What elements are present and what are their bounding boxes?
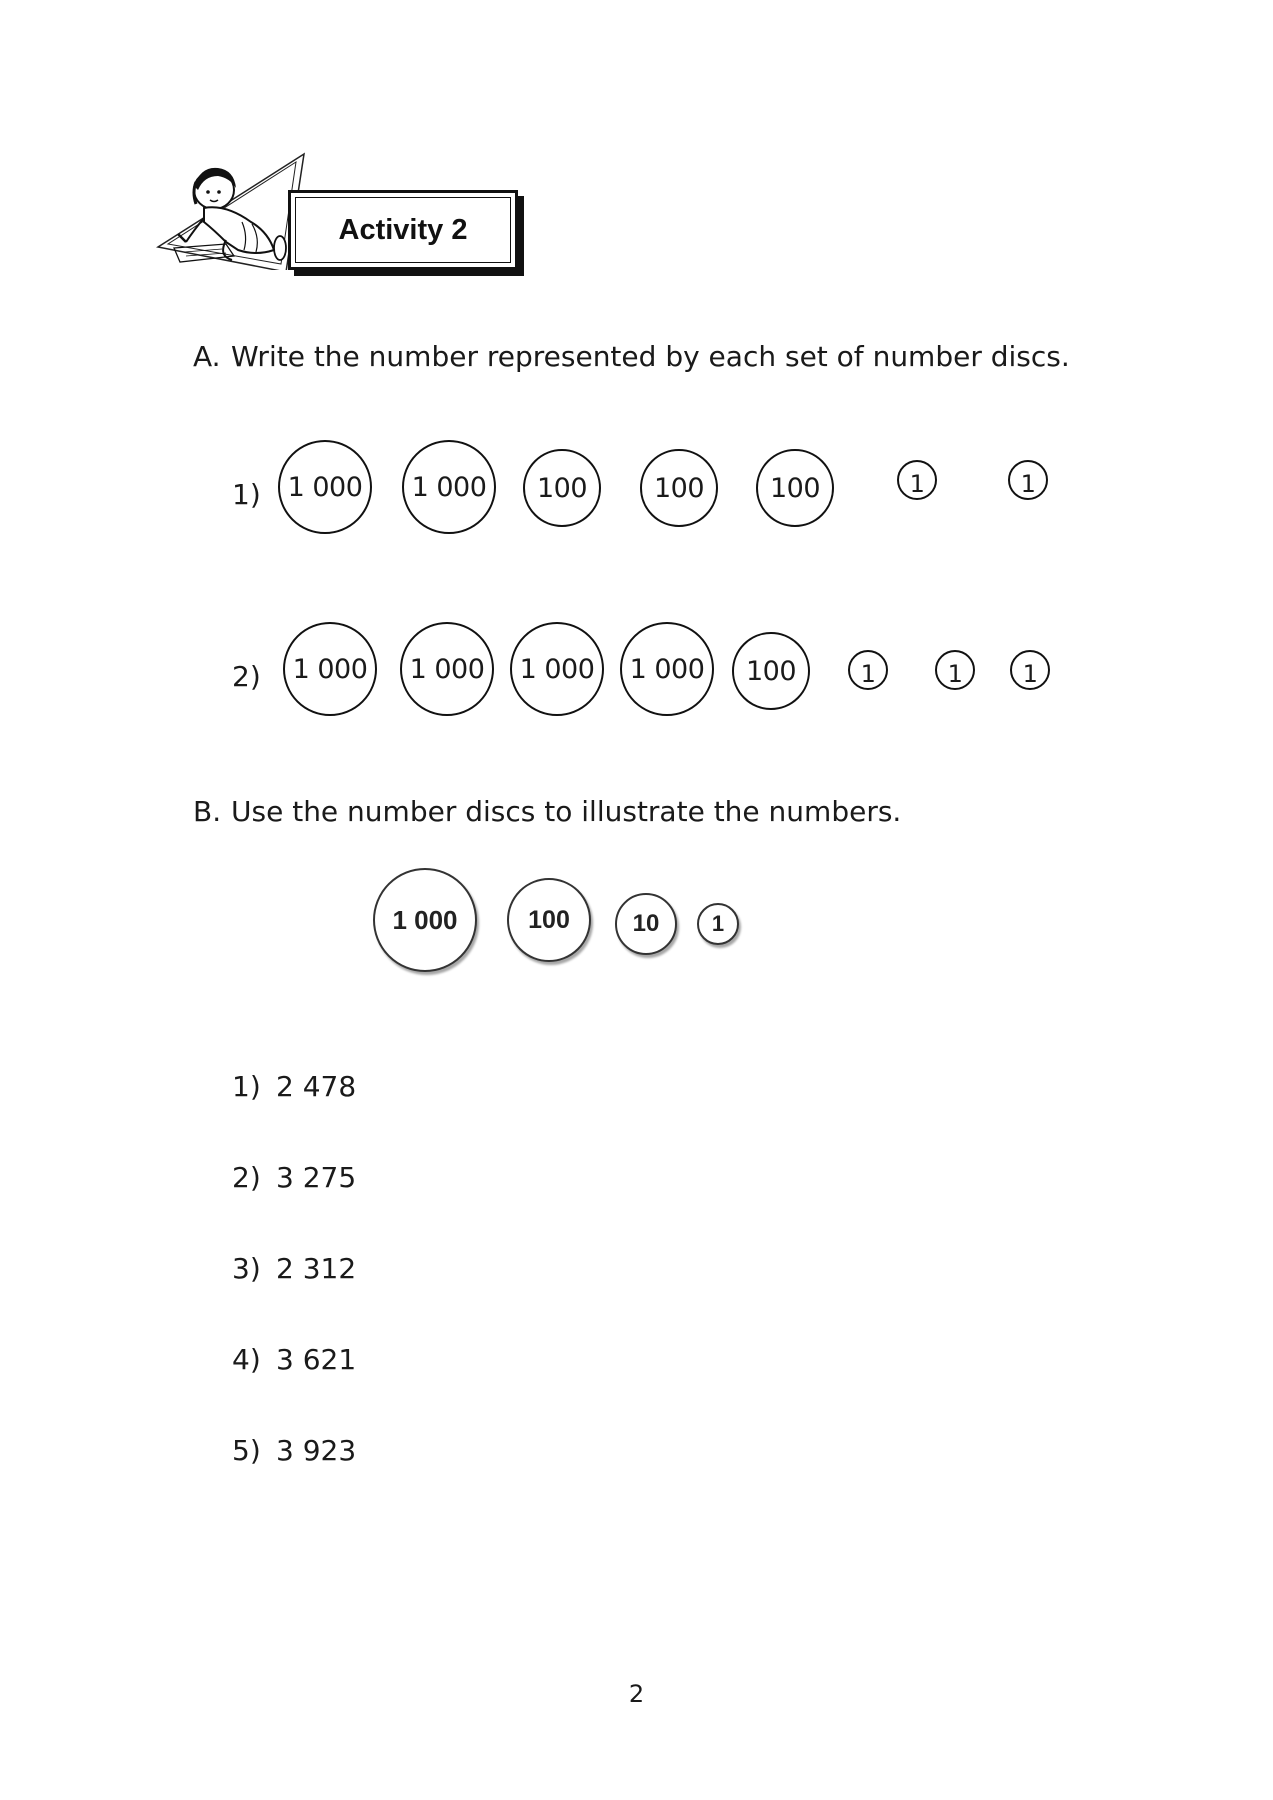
exercise-item: 2) 3 275: [232, 1161, 357, 1194]
row-2-label: 2): [232, 660, 261, 693]
number-disc: 1 000: [278, 440, 372, 534]
reference-disc-thousand: 1 000: [373, 868, 477, 972]
reference-disc-one: 1: [697, 903, 739, 945]
section-b-text: Use the number discs to illustrate the numbers.: [231, 795, 902, 828]
number-disc: 1: [935, 650, 975, 690]
section-b-letter: B.: [193, 795, 222, 828]
number-disc: 1: [897, 460, 937, 500]
number-disc: 1 000: [510, 622, 604, 716]
section-b-instruction: [193, 795, 901, 828]
section-a-text: Write the number represented by each set of number discs.: [231, 340, 1070, 373]
girl-drawing-illustration: [156, 152, 306, 270]
exercise-item: 3) 2 312: [232, 1252, 357, 1285]
number-disc: 1 000: [400, 622, 494, 716]
number-disc: 100: [640, 449, 718, 527]
number-disc: 1 000: [620, 622, 714, 716]
row-1-label: 1): [232, 478, 261, 511]
exercise-item: 4) 3 621: [232, 1343, 357, 1376]
activity-title-box: [288, 190, 518, 270]
number-disc: 1 000: [402, 440, 496, 534]
number-disc: 100: [523, 449, 601, 527]
number-disc: 1 000: [283, 622, 377, 716]
section-a-letter: A.: [193, 340, 221, 373]
number-disc: 100: [732, 632, 810, 710]
number-disc: 1: [848, 650, 888, 690]
reference-disc-ten: 10: [615, 893, 677, 955]
number-disc: 1: [1010, 650, 1050, 690]
page-number: 2: [628, 1680, 645, 1708]
number-disc: 100: [756, 449, 834, 527]
exercise-item: 1) 2 478: [232, 1070, 357, 1103]
activity-title: Activity 2: [338, 213, 468, 246]
number-disc: 1: [1008, 460, 1048, 500]
reference-disc-hundred: 100: [507, 878, 591, 962]
section-a-instruction: [193, 340, 1070, 373]
exercise-item: 5) 3 923: [232, 1434, 357, 1467]
